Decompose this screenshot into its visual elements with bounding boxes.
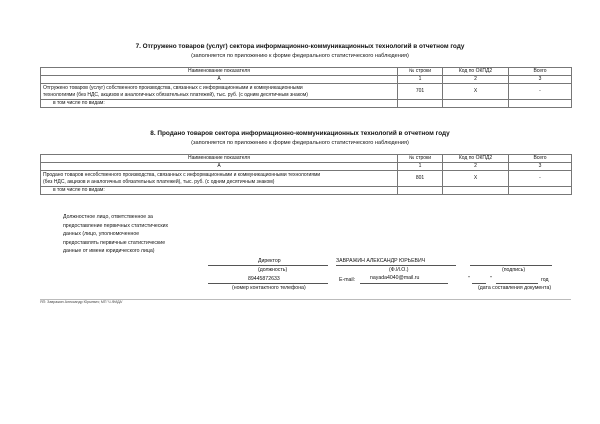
row-text-line: Продано товаров несобственного производства, связанных с информационными и коммуникационными технологиями [43,172,321,179]
table-row [41,171,572,187]
header-row-number: № строки [398,155,443,163]
position-value[interactable]: Директор [258,258,281,264]
header-okpd2: Код по ОКПД2 [443,68,509,76]
row-description [41,84,398,100]
row-total[interactable]: - [509,84,572,100]
table-header-row [41,155,572,163]
row-text-line: технологиями (без НДС, акцизов и аналогичных обязательных платежей), тыс. руб. (с одним десятичным знаком) [43,91,308,98]
header-indicator: Наименование показателя [41,68,398,76]
table-index-row [41,163,572,171]
phone-caption: (номер контактного телефона) [232,285,306,291]
index-a: А [41,76,398,84]
footer-text: ЯП: Завражин Александр Юрьевич; МП 'Ч-ФИДА' [40,300,123,304]
date-quote-open: " [468,276,470,282]
name-line [336,265,456,266]
section8-title: 8. Продано товаров сектора информационно-коммуникационных технологий в отчетном году [150,130,450,137]
sub-label: в том числе по видам: [41,100,398,108]
row-text-line: (без НДС, акцизов и аналогичных обязательных платежей), тыс. руб. (с одним десятичным знаком) [43,178,275,185]
signature-line [470,265,552,266]
responsible-line: Должностное лицо, ответственное за [63,214,153,220]
email-label: E-mail: [339,277,356,283]
responsible-line: данных (лицо, уполномоченное [63,231,140,238]
index-3: 3 [509,76,572,84]
index-2: 2 [443,76,509,84]
table-row [41,187,572,195]
index-2: 2 [443,163,509,171]
section7-title: 7. Отгружено товаров (услуг) сектора информационно-коммуникационных технологий в отчетном году [135,43,465,50]
responsible-line: данные от имени юридического лица) [63,248,155,255]
responsible-line: предоставлять первичные статистические [63,239,166,246]
header-indicator: Наименование показателя [41,155,398,163]
table-row [41,84,572,100]
responsible-line: предоставление первичных статистических [63,222,169,229]
row-description [41,171,398,187]
section8-subtitle: (заполняется по приложению к форме федерального статистического наблюдения) [191,140,409,146]
header-okpd2: Код по ОКПД2 [443,155,509,163]
name-value[interactable]: ЗАВРАЖИН АЛЕКСАНДР ЮРЬЕВИЧ [336,258,426,264]
name-caption: (Ф.И.О.) [389,267,409,273]
index-1: 1 [398,76,443,84]
email-value[interactable]: nayada4040@mail.ru [370,275,420,281]
table-row [41,100,572,108]
table-index-row [41,76,572,84]
header-row-number: № строки [398,68,443,76]
index-1: 1 [398,163,443,171]
position-line [208,265,328,266]
position-caption: (должность) [258,267,288,273]
index-a: А [41,163,398,171]
date-caption: (дата составления документа) [478,285,552,291]
index-3: 3 [509,163,572,171]
row-number: 801 [398,171,443,187]
row-code: X [443,171,509,187]
row-text-line: Отгружено товаров (услуг) собственного производства, связанных с информационными и коммуникационными [43,85,303,92]
date-year-line [496,283,538,284]
phone-line [208,283,328,284]
header-total: Всего [509,155,572,163]
email-line [360,283,448,284]
row-code: X [443,84,509,100]
phone-value[interactable]: 89445872633 [248,276,280,282]
row-total[interactable]: - [509,171,572,187]
table-header-row [41,68,572,76]
signature-caption: (подпись) [502,267,526,273]
section7-subtitle: (заполняется по приложению к форме федерального статистического наблюдения) [191,53,409,59]
year-label: год [541,277,549,283]
date-quote-close: " [490,276,492,282]
sub-label: в том числе по видам: [41,187,398,195]
row-number: 701 [398,84,443,100]
responsible-person-label [63,213,213,256]
section7-table [40,67,572,108]
date-day-line [472,283,486,284]
header-total: Всего [509,68,572,76]
section8-table [40,154,572,195]
